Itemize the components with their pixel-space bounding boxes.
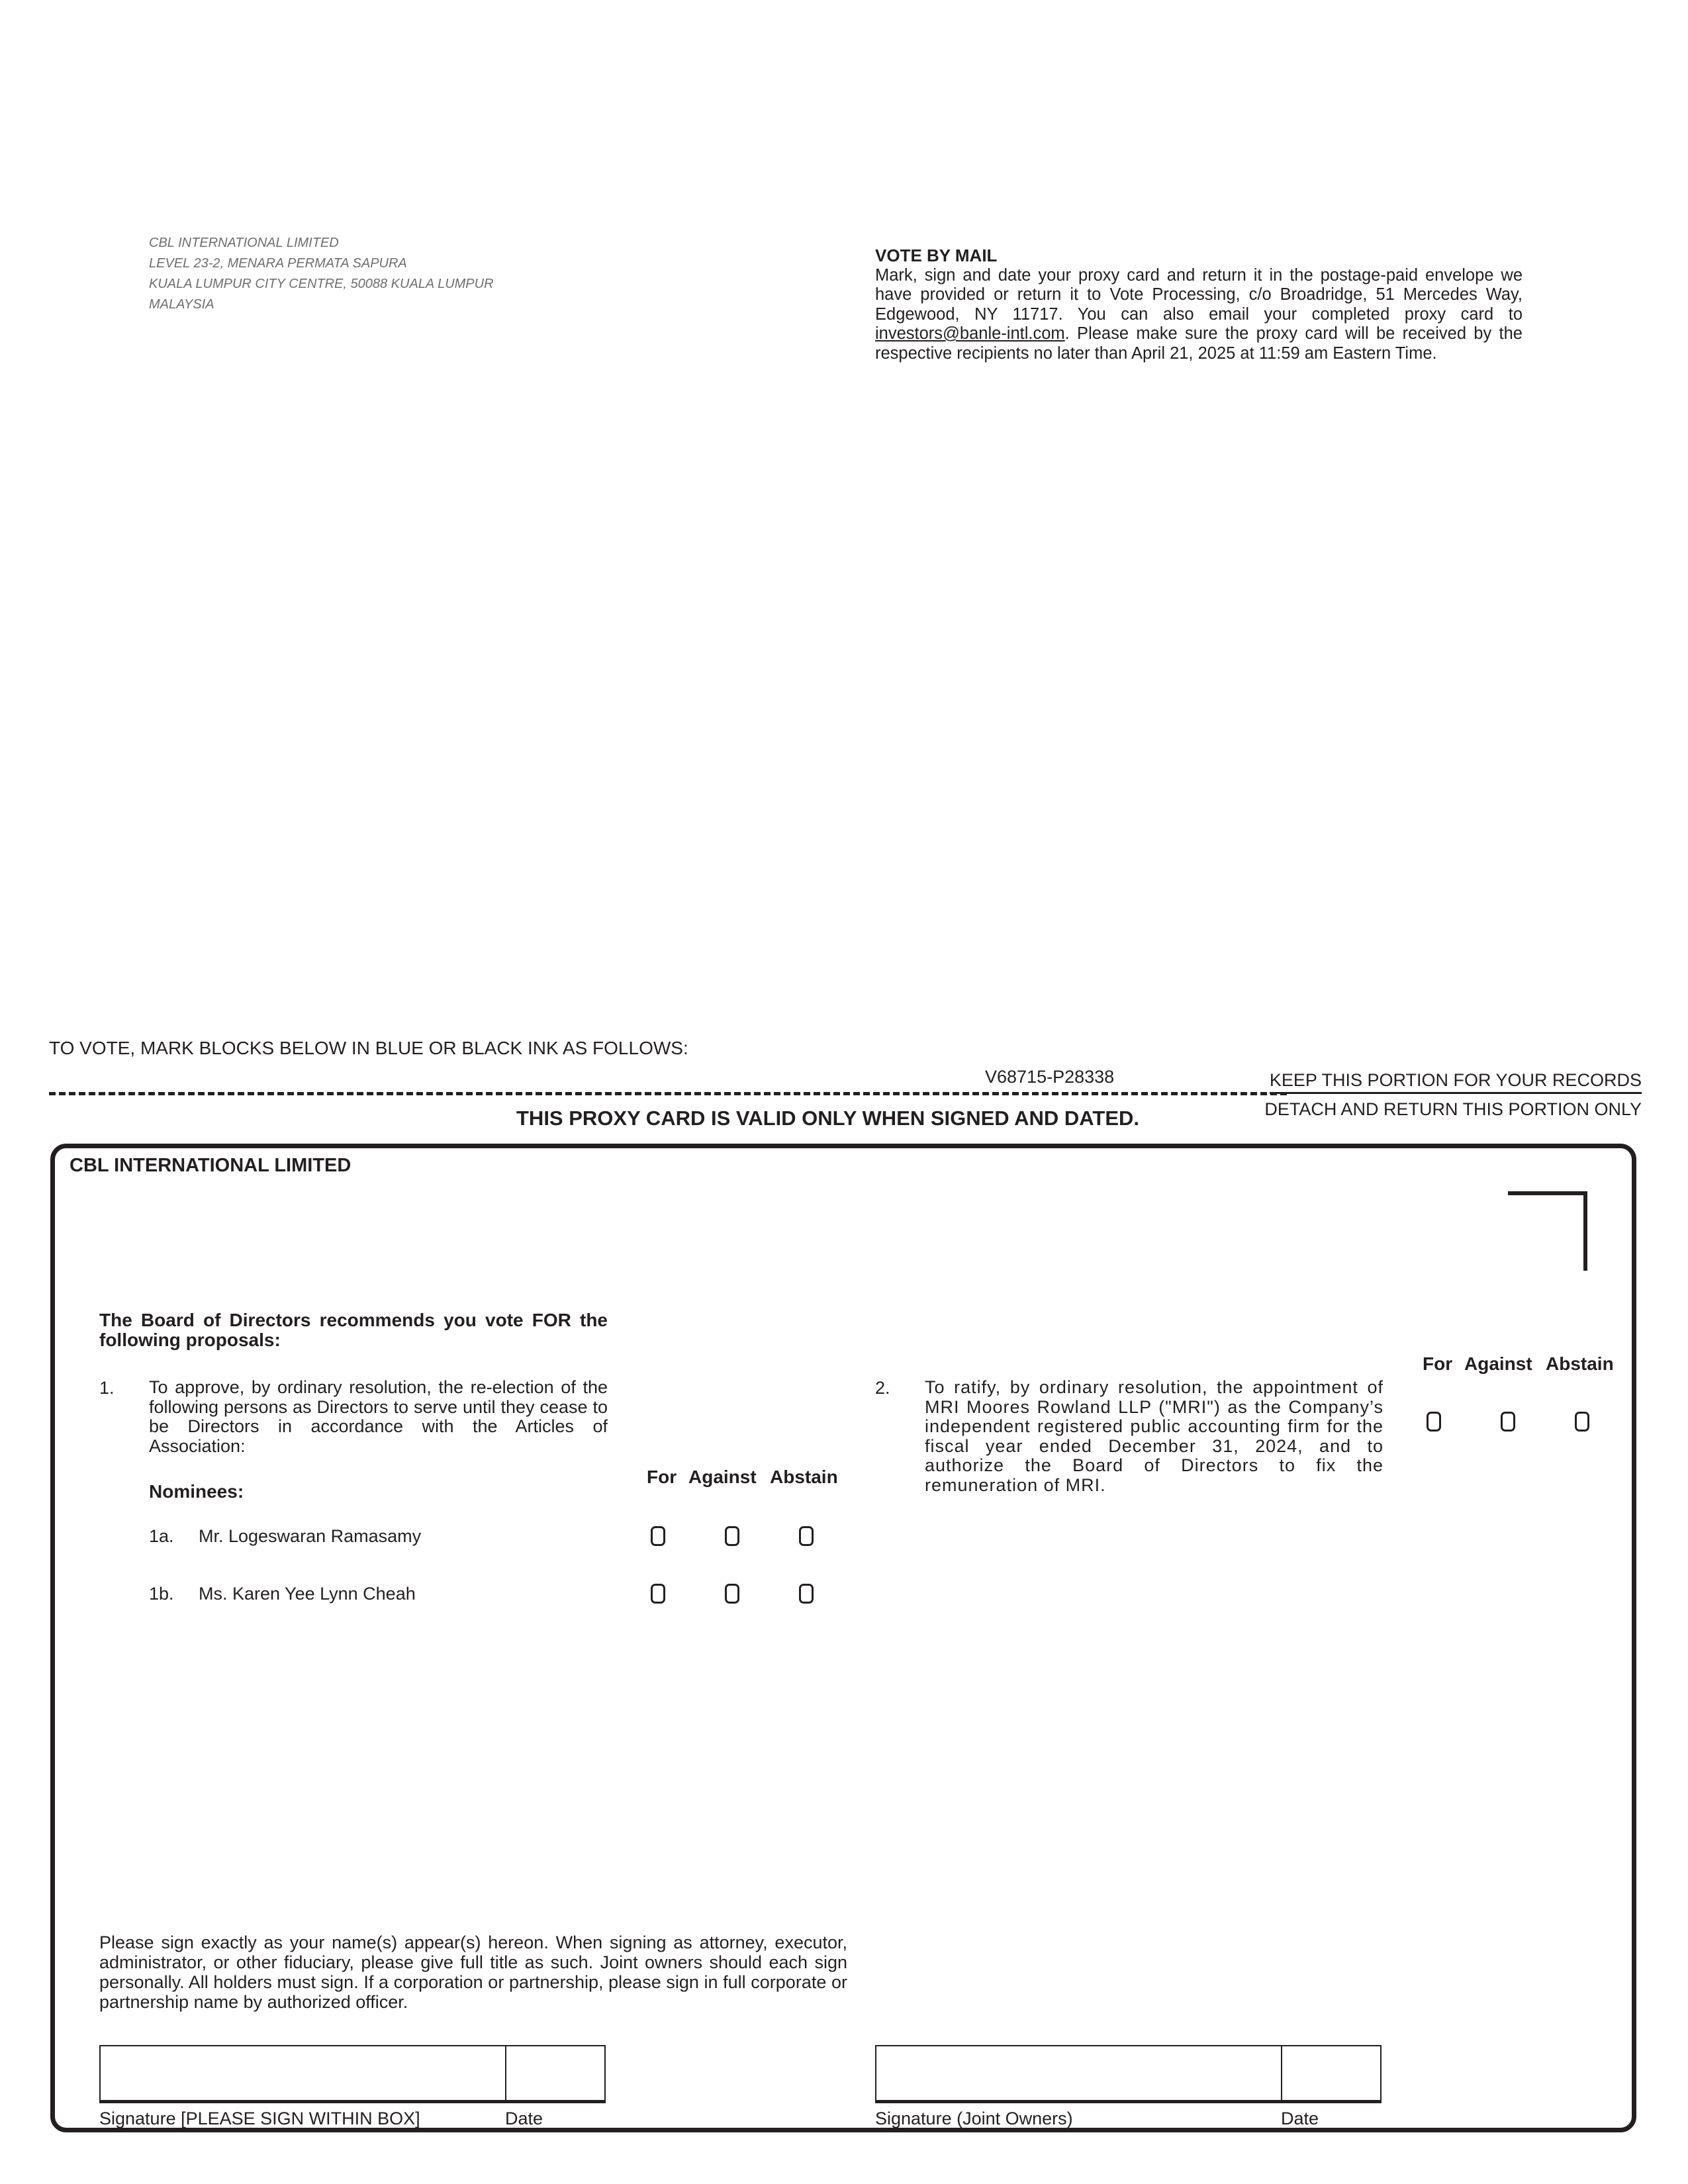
joint-signature-date-divider (1281, 2045, 1282, 2103)
detach-portion-label: DETACH AND RETURN THIS PORTION ONLY (1264, 1099, 1642, 1119)
proposal-1-number: 1. (99, 1378, 115, 1398)
joint-signature-label: Signature (Joint Owners) (875, 2109, 1073, 2128)
keep-portion-label: KEEP THIS PORTION FOR YOUR RECORDS (1270, 1070, 1642, 1094)
control-id: V68715-P28338 (985, 1067, 1115, 1087)
signature-date-divider (505, 2045, 506, 2103)
return-address-line: CBL INTERNATIONAL LIMITED (149, 236, 339, 250)
mark-instructions: TO VOTE, MARK BLOCKS BELOW IN BLUE OR BLACK INK AS FOLLOWS: (49, 1038, 688, 1058)
return-address (149, 233, 559, 315)
nominee-1a-name: Mr. Logeswaran Ramasamy (199, 1526, 422, 1546)
signature-box[interactable] (99, 2045, 606, 2103)
nominee-1a-abstain-checkbox[interactable] (799, 1526, 814, 1546)
investor-email-link[interactable]: investors@banle-intl.com (875, 324, 1065, 343)
corner-registration-mark (1508, 1191, 1587, 1271)
proposal-1-text: To approve, by ordinary resolution, the re-election of the following persons as Directors to serve until they cease to be Directors in accordance with the Articles of Association: (149, 1377, 608, 1456)
vote-header-against: Against (688, 1467, 757, 1487)
proposal-2-text: To ratify, by ordinary resolution, the appointment of MRI Moores Rowland LLP ("MRI") as the Company’s independent registered public accounting firm for the fiscal year ended December 31, 2024, and to authorize the Board of Directors to fix the remuneration of MRI. (925, 1377, 1383, 1495)
return-address-line: KUALA LUMPUR CITY CENTRE, 50088 KUALA LUMPUR (149, 277, 494, 291)
nominee-1b-abstain-checkbox[interactable] (799, 1584, 814, 1604)
nominee-1a-id: 1a. (149, 1526, 174, 1546)
card-company-name: CBL INTERNATIONAL LIMITED (70, 1155, 352, 1176)
proposal-2-against-checkbox[interactable] (1501, 1412, 1515, 1432)
valid-notice: THIS PROXY CARD IS VALID ONLY WHEN SIGNED AND DATED. (516, 1107, 1140, 1130)
vote-header-for: For (647, 1467, 677, 1487)
vote-header-abstain: Abstain (770, 1467, 838, 1487)
vote-by-mail-heading: VOTE BY MAIL (875, 246, 998, 265)
board-recommendation: The Board of Directors recommends you vote FOR the following proposals: (99, 1310, 608, 1350)
proposal-2-for-checkbox[interactable] (1427, 1412, 1441, 1432)
vote-by-mail-text-part: Mark, sign and date your proxy card and return it in the postage-paid envelope we have provided or return it to Vote Processing, c/o Broadridge, 51 Mercedes Way, Edgewood, NY 11717. You can also email your completed proxy card to (875, 265, 1523, 324)
vote-header-for: For (1423, 1353, 1453, 1374)
return-address-line: LEVEL 23-2, MENARA PERMATA SAPURA (149, 256, 407, 271)
signing-instructions: Please sign exactly as your name(s) appear(s) hereon. When signing as attorney, executor, administrator, or other fiduciary, please give full title as such. Joint owners should each sign personally. All holders must sign. If a corporation or partnership, please sign in full corporate or partnership name by authorized officer. (99, 1933, 847, 2012)
nominee-1b-for-checkbox[interactable] (651, 1584, 665, 1604)
detach-dashed-line (49, 1092, 1287, 1095)
proposal-2-number: 2. (875, 1378, 890, 1398)
nominee-1b-name: Ms. Karen Yee Lynn Cheah (199, 1584, 416, 1604)
vote-header-against: Against (1464, 1353, 1532, 1374)
vote-by-mail-text (875, 266, 1523, 364)
vote-by-mail-section (875, 246, 1523, 363)
nominee-1a-for-checkbox[interactable] (651, 1526, 665, 1546)
nominee-1b-id: 1b. (149, 1584, 174, 1604)
proposal-2-abstain-checkbox[interactable] (1575, 1412, 1589, 1432)
return-address-line: MALAYSIA (149, 297, 214, 312)
joint-signature-box[interactable] (875, 2045, 1382, 2103)
nominee-1b-against-checkbox[interactable] (725, 1584, 739, 1604)
date-label: Date (505, 2109, 543, 2128)
signature-label: Signature [PLEASE SIGN WITHIN BOX] (99, 2109, 420, 2128)
nominees-heading: Nominees: (149, 1481, 244, 1502)
vote-header-abstain: Abstain (1546, 1353, 1614, 1374)
nominee-1a-against-checkbox[interactable] (725, 1526, 739, 1546)
vote-by-mail-text-part: . Please make sure the proxy card will be received by the respective recipients no later than April 21, 2025 at 11:59 am Eastern Time. (875, 324, 1523, 363)
joint-date-label: Date (1281, 2109, 1319, 2128)
